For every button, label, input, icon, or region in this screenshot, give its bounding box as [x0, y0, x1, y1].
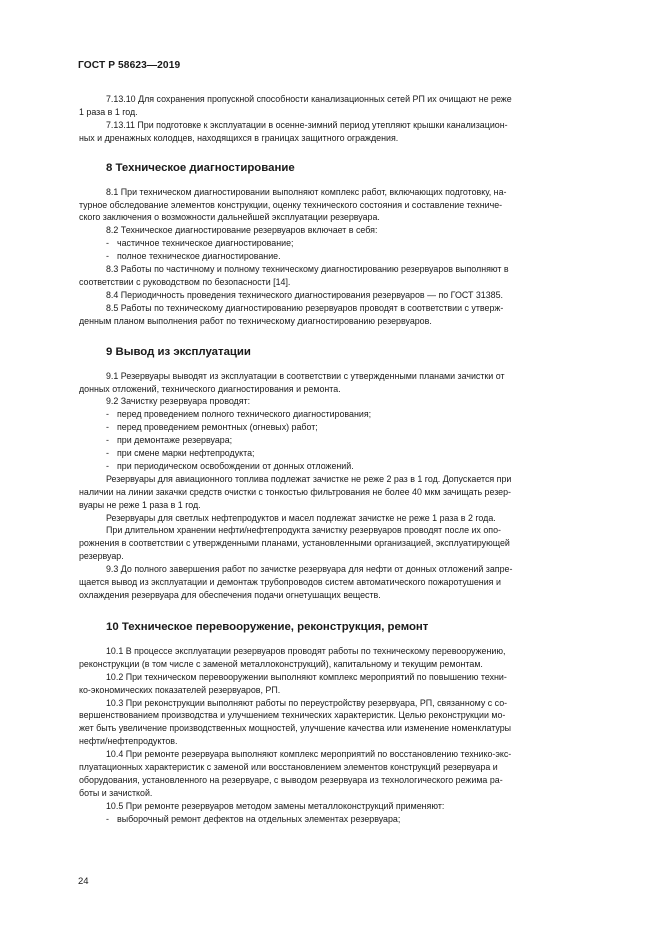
- paragraph-10-3-line-2: вершенствованием производства и улучшением технических характеристик. Целью реконструкции мо-: [79, 710, 506, 721]
- paragraph-10-2-cont: ко-экономических показателей резервуаров, РП.: [79, 684, 281, 695]
- paragraph-8-3: 8.3 Работы по частичному и полному техническому диагностированию резервуаров выполняют в: [106, 264, 509, 275]
- paragraph-long-storage-line-2: рожнения в соответствии с утвержденными планами, установленными организацией, эксплуатирующей: [79, 538, 510, 549]
- paragraph-9-3: 9.3 До полного завершения работ по зачистке резервуара для нефти от донных отложений запре-: [106, 564, 513, 575]
- paragraph-10-5: 10.5 При ремонте резервуаров методом замены металлоконструкций применяют:: [106, 800, 445, 811]
- paragraph-long-storage-line-3: резервуар.: [79, 551, 124, 562]
- paragraph-8-1-line-3: ского заключения о возможности дальнейшей эксплуатации резервуара.: [79, 212, 380, 223]
- paragraph-10-1-cont: реконструкции (в том числе с заменой металлоконструкций), капитальному и текущим ремонтам.: [79, 658, 483, 669]
- list-item: - при смене марки нефтепродукта;: [106, 448, 255, 459]
- paragraph-8-5-cont: денным планом выполнения работ по техническому диагностированию резервуаров.: [79, 315, 432, 326]
- standard-header: ГОСТ Р 58623—2019: [78, 60, 181, 71]
- paragraph-8-1: 8.1 При техническом диагностировании выполняют комплекс работ, включающих подготовку, на-: [106, 186, 507, 197]
- paragraph-light-products: Резервуары для светлых нефтепродуктов и масел подлежат зачистке не реже 1 раза в 2 года.: [106, 512, 496, 523]
- paragraph-7-13-11-cont: ных и дренажных колодцев, находящихся в границах защитного ограждения.: [79, 132, 399, 143]
- paragraph-aviation-fuel-line-2: наличии на линии закачки средств очистки с тонкостью фильтрования не более 40 мкм зачищать резер-: [79, 486, 512, 497]
- paragraph-10-4-line-4: боты и зачисткой.: [79, 787, 153, 798]
- paragraph-8-4: 8.4 Периодичность проведения технического диагностирования резервуаров — по ГОСТ 31385.: [106, 289, 504, 300]
- paragraph-aviation-fuel: Резервуары для авиационного топлива подлежат зачистке не реже 2 раз в 1 год. Допускается при: [106, 473, 512, 484]
- list-item: - выборочный ремонт дефектов на отдельных элементах резервуара;: [106, 813, 401, 824]
- paragraph-9-1-cont: донных отложений, технического диагностирования и ремонта.: [79, 383, 341, 394]
- list-item: - перед проведением полного технического диагностирования;: [106, 409, 372, 420]
- paragraph-8-2: 8.2 Техническое диагностирование резервуаров включает в себя:: [106, 225, 378, 236]
- paragraph-7-13-10-cont: 1 раза в 1 год.: [79, 106, 138, 117]
- page-number: 24: [78, 876, 89, 887]
- paragraph-9-2: 9.2 Зачистку резервуара проводят:: [106, 396, 251, 407]
- paragraph-10-4-line-3: оборудования, установленного на резервуаре, с выводом резервуара из технологического режима ра-: [79, 774, 503, 785]
- list-item: - при периодическом освобождении от донных отложений.: [106, 460, 354, 471]
- section-8-heading: 8 Техническое диагностирование: [106, 161, 295, 174]
- document-body: [79, 93, 616, 826]
- paragraph-10-3: 10.3 При реконструкции выполняют работы по переустройству резервуара, РП, связанному с со-: [106, 697, 508, 708]
- list-item: - полное техническое диагностирование.: [106, 251, 281, 262]
- paragraph-10-3-line-3: жет быть увеличение производственных мощностей, улучшение качества или изменение номенклатуры: [79, 723, 512, 734]
- paragraph-8-1-line-2: турное обследование элементов конструкции, оценку технического состояния и составление техниче-: [79, 199, 503, 210]
- section-10-heading: 10 Техническое перевооружение, реконструкция, ремонт: [106, 620, 429, 633]
- paragraph-9-3-line-3: охлаждения резервуара для обеспечения подачи огнетушащих веществ.: [79, 590, 381, 600]
- paragraph-7-13-10: 7.13.10 Для сохранения пропускной способности канализационных сетей РП их очищают не реже: [106, 94, 512, 104]
- paragraph-7-13-11: 7.13.11 При подготовке к эксплуатации в осенне-зимний период утепляют крышки канализацион-: [106, 119, 508, 130]
- paragraph-10-3-line-4: нефти/нефтепродуктов.: [79, 736, 178, 747]
- paragraph-10-4-line-2: плуатационных характеристик с заменой или восстановлением элементов конструкций резервуара и: [79, 762, 498, 773]
- list-item: - при демонтаже резервуара;: [106, 435, 233, 446]
- section-9-heading: 9 Вывод из эксплуатации: [106, 345, 251, 358]
- list-item: - перед проведением ремонтных (огневых) работ;: [106, 422, 318, 433]
- paragraph-8-3-cont: соответствии с руководством по безопасности [14].: [79, 276, 291, 287]
- paragraph-aviation-fuel-line-3: вуары не реже 1 раза в 1 год.: [79, 499, 201, 510]
- list-item: - частичное техническое диагностирование;: [106, 238, 294, 249]
- paragraph-10-4: 10.4 При ремонте резервуара выполняют комплекс мероприятий по восстановлению технико-экс-: [106, 749, 512, 760]
- paragraph-10-1: 10.1 В процессе эксплуатации резервуаров проводят работы по техническому перевооружению,: [106, 645, 506, 656]
- paragraph-9-3-line-2: щается вывод из эксплуатации и демонтаж трубопроводов систем автоматического пожаротушения и: [79, 577, 501, 588]
- paragraph-long-storage: При длительном хранении нефти/нефтепродукта зачистку резервуаров проводят после их опо-: [106, 525, 501, 536]
- paragraph-8-5: 8.5 Работы по техническому диагностированию резервуаров проводят в соответствии с утверж-: [106, 302, 504, 313]
- paragraph-10-2: 10.2 При техническом перевооружении выполняют комплекс мероприятий по повышению техни-: [106, 671, 507, 682]
- paragraph-9-1: 9.1 Резервуары выводят из эксплуатации в соответствии с утвержденными планами зачистки от: [106, 370, 505, 381]
